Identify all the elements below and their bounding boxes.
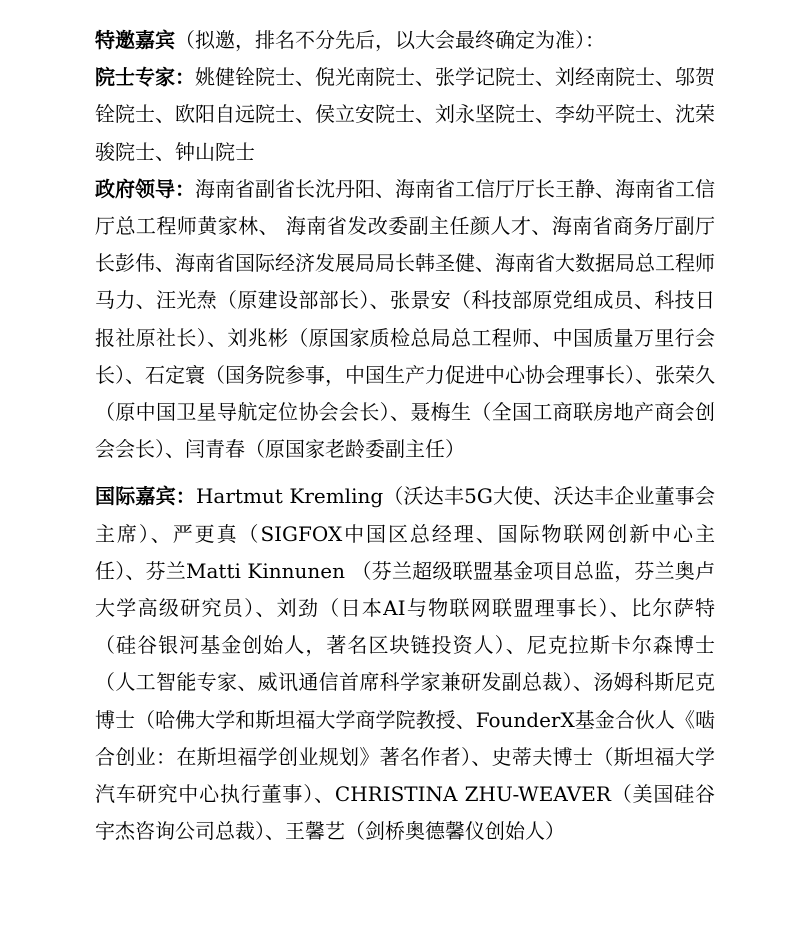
special-guests-paragraph [95, 22, 715, 59]
academicians-list: 姚健铨院士、倪光南院士、张学记院士、刘经南院士、邬贺铨院士、欧阳自远院士、侯立安院士、刘永坚院士、李幼平院士、沈荣骏院士、钟山院士 [95, 65, 715, 164]
government-label: 政府领导： [95, 176, 195, 201]
government-paragraph [95, 171, 715, 469]
guest-list-document [95, 22, 715, 850]
government-list: 海南省副省长沈丹阳、海南省工信厅厅长王静、海南省工信厅总工程师黄家林、 海南省发改委副主任颜人才、海南省商务厅副厅长彭伟、海南省国际经济发展局局长韩圣健、海南省大数据局总工程师马力、汪光焘（原建设部部长）、张景安（科技部原党组成员、科技日报社原社长）、刘兆彬（原国家质检总局总工程师、中国质量万里行会长）、石定寰（国务院参事，中国生产力促进中心协会理事长）、张荣久 （原中国卫星导航定位协会会长）、聂梅生（全国工商联房地产商会创会会长）、闫青春（原国家老龄委副主任） [95, 176, 715, 462]
international-label: 国际嘉宾： [95, 484, 196, 509]
international-paragraph [95, 478, 715, 850]
international-list: Hartmut Kremling（沃达丰5G大使、沃达丰企业董事会主席）、严更真（SIGFOX中国区总经理、国际物联网创新中心主任）、芬兰Matti Kinnunen （芬兰超级联盟基金项目总监，芬兰奥卢大学高级研究员）、刘劲（日本AI与物联网联盟理事长）、比尔萨特（硅谷银河基金创始人，著名区块链投资人）、尼克拉斯卡尔森博士（人工智能专家、威讯通信首席科学家兼研发副总裁）、汤姆科斯尼克博士（哈佛大学和斯坦福大学商学院教授、FounderX基金合伙人《啮合创业：在斯坦福学创业规划》著名作者）、史蒂夫博士（斯坦福大学汽车研究中心执行董事）、CHRISTINA ZHU-WEAVER（美国硅谷宇杰咨询公司总裁）、王馨艺（剑桥奥德馨仪创始人） [95, 484, 716, 844]
academicians-paragraph [95, 59, 715, 171]
academicians-label: 院士专家： [95, 65, 195, 90]
special-guests-note: （拟邀，排名不分先后，以大会最终确定为准）： [175, 28, 605, 52]
special-guests-label: 特邀嘉宾 [95, 28, 175, 52]
